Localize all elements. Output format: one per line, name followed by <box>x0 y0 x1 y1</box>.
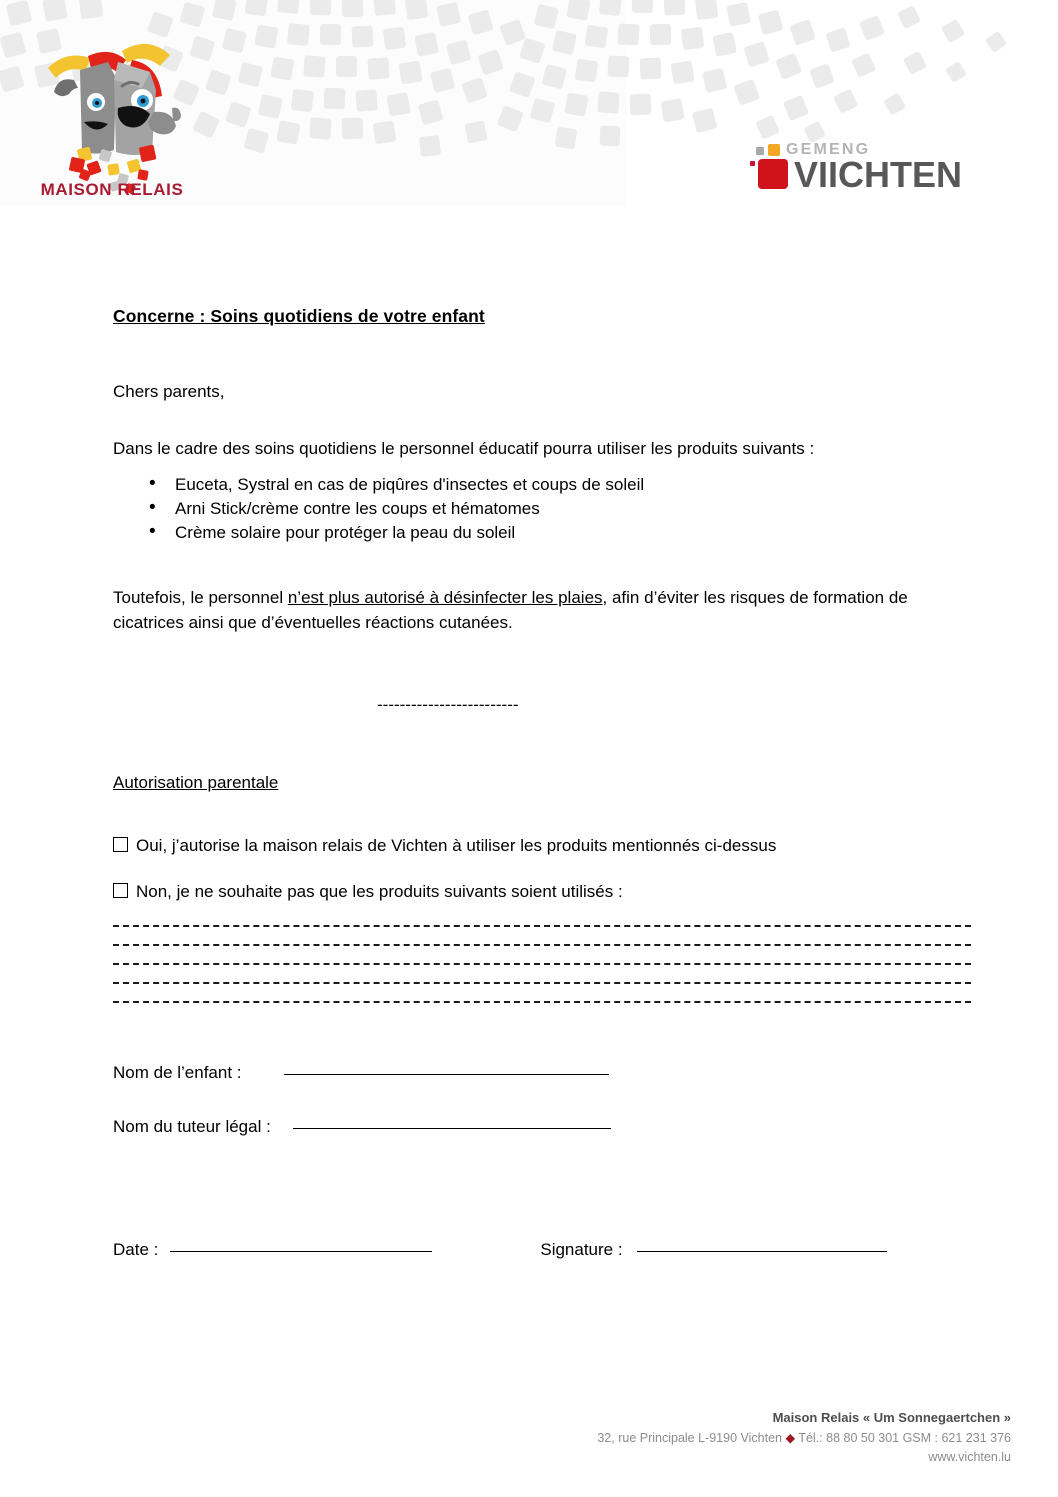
notice-text-after: , afin d’éviter les risques de formation de cicatrices ainsi que d’éventuelles réactions cutanées. <box>113 588 908 632</box>
dashed-separator-text: ------------------------- <box>377 695 519 714</box>
diamond-separator-icon: ◆ <box>785 1431 796 1445</box>
consent-option-no-label: Non, je ne souhaite pas que les produits suivants soient utilisés : <box>136 882 623 901</box>
maison-relais-logo-caption: MAISON RELAIS <box>40 180 184 199</box>
child-name-label: Nom de l’enfant : <box>113 1063 242 1082</box>
footer-phone: Tél.: 88 80 50 301 GSM : 621 231 376 <box>798 1431 1011 1445</box>
child-name-input[interactable] <box>284 1074 609 1075</box>
page-header <box>0 0 1058 207</box>
document-body <box>113 306 973 1260</box>
logo-red-square-icon <box>758 159 788 189</box>
notice-text-before: Toutefois, le personnel <box>113 588 288 607</box>
list-item: • Arni Stick/crème contre les coups et hématomes <box>113 497 973 521</box>
blank-dashed-line[interactable] <box>113 963 971 965</box>
page-footer <box>597 1408 1011 1467</box>
list-item: • Crème solaire pour protéger la peau du soleil <box>113 521 973 545</box>
gemeng-viichten-logo <box>750 141 963 195</box>
logo-red-dot-icon <box>750 161 755 166</box>
footer-contact-line <box>597 1429 1011 1448</box>
authorization-section-title: Autorisation parentale <box>113 773 279 792</box>
notice-text-underlined: n’est plus autorisé à désinfecter les plaies <box>287 588 603 607</box>
logo-gray-square-icon <box>756 147 764 155</box>
guardian-name-label: Nom du tuteur légal : <box>113 1117 271 1136</box>
date-input[interactable] <box>170 1251 432 1252</box>
blank-dashed-line[interactable] <box>113 925 971 927</box>
intro-paragraph: Dans le cadre des soins quotidiens le personnel éducatif pourra utiliser les produits suivants : <box>113 439 815 458</box>
list-item: • Euceta, Systral en cas de piqûres d'insectes et coups de soleil <box>113 473 973 497</box>
guardian-name-field-row <box>113 1114 973 1140</box>
blank-dashed-line[interactable] <box>113 982 971 984</box>
checkbox-no[interactable] <box>113 883 128 898</box>
consent-option-no[interactable] <box>113 879 973 905</box>
notice-paragraph <box>113 585 973 635</box>
logo-viichten-text: VIICHTEN <box>794 154 963 195</box>
date-signature-row <box>113 1240 973 1260</box>
checkbox-yes[interactable] <box>113 837 128 852</box>
salutation-text: Chers parents, <box>113 382 225 401</box>
signature-input[interactable] <box>637 1251 887 1252</box>
footer-organization-name: Maison Relais « Um Sonnegaertchen » <box>772 1410 1011 1425</box>
blank-dashed-line[interactable] <box>113 1001 971 1003</box>
child-name-field-row <box>113 1060 973 1086</box>
consent-option-yes[interactable] <box>113 833 973 859</box>
consent-option-yes-label: Oui, j’autorise la maison relais de Vichten à utiliser les produits mentionnés ci-dessus <box>136 836 777 855</box>
excluded-products-write-in-area[interactable] <box>113 925 973 1003</box>
signature-label: Signature : <box>540 1240 623 1259</box>
logo-orange-square-icon <box>768 144 780 156</box>
footer-address: 32, rue Principale L-9190 Vichten <box>597 1431 782 1445</box>
blank-dashed-line[interactable] <box>113 944 971 946</box>
guardian-name-input[interactable] <box>293 1128 611 1129</box>
document-subject-heading: Concerne : Soins quotidiens de votre enfant <box>113 306 485 326</box>
products-list <box>113 473 973 545</box>
date-label: Date : <box>113 1240 159 1259</box>
logo-gemeng-text: GEMENG <box>786 141 871 158</box>
footer-website[interactable]: www.vichten.lu <box>928 1450 1011 1464</box>
